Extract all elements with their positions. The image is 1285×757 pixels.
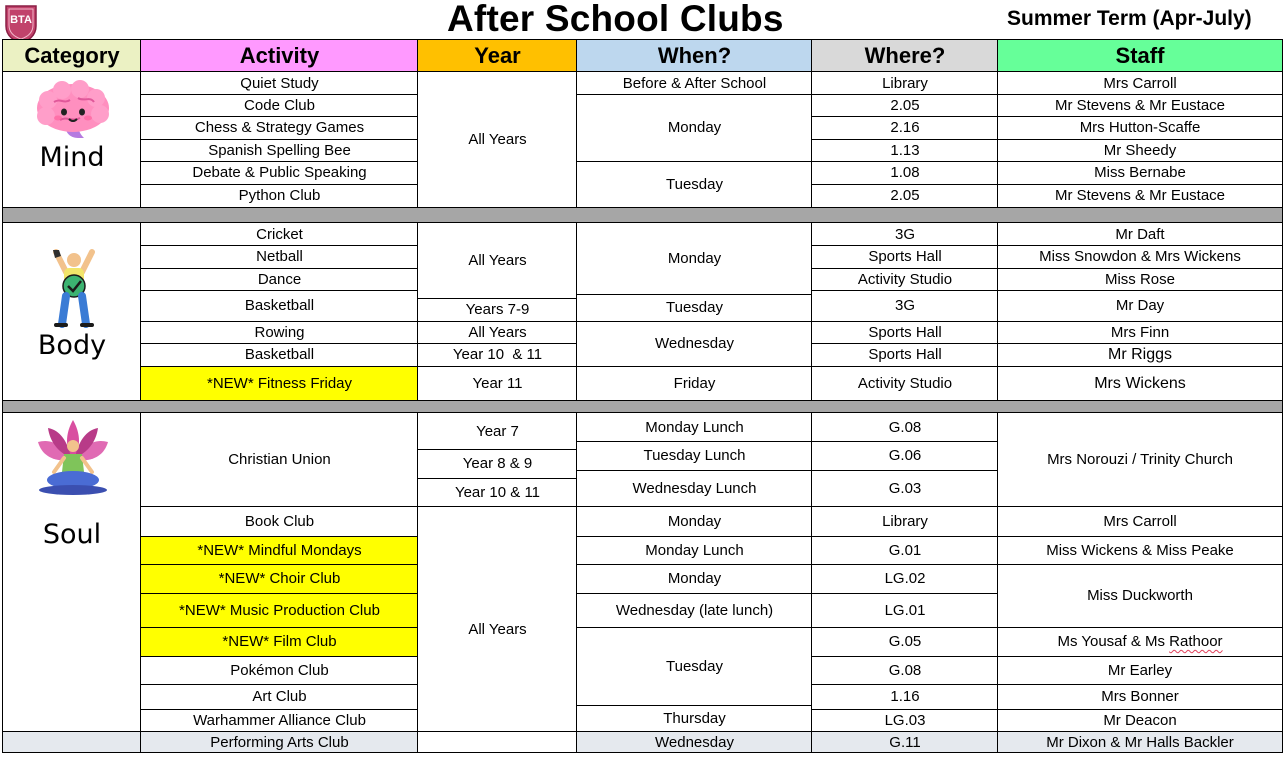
- when-cell: Wednesday: [655, 335, 734, 352]
- column-header-category: Category: [24, 42, 120, 68]
- staff-cell: Mrs Finn: [1110, 323, 1170, 341]
- category-body-label: Body: [37, 330, 107, 361]
- staff-name: Ms Yousaf & Ms: [1057, 633, 1170, 650]
- category-soul-label: Soul: [42, 519, 102, 550]
- where-cell: Library: [882, 74, 928, 92]
- activity-cell: Cricket: [256, 225, 303, 243]
- activity-cell: Spanish Spelling Bee: [208, 141, 351, 159]
- activity-cell-new: *NEW* Film Club: [222, 633, 337, 650]
- when-cell: Friday: [673, 375, 716, 392]
- staff-cell: Mr Riggs: [1107, 345, 1172, 363]
- when-cell: Tuesday: [666, 299, 723, 316]
- section-separator: [3, 400, 1282, 412]
- column-header-activity: Activity: [239, 42, 320, 68]
- staff-cell: Miss Bernabe: [1094, 164, 1186, 181]
- activity-cell-new: *NEW* Mindful Mondays: [197, 541, 362, 559]
- when-cell: Before & After School: [622, 74, 767, 92]
- staff-cell: Mr Dixon & Mr Halls Backler: [1046, 733, 1234, 751]
- year-cell: All Years: [468, 323, 527, 341]
- grid-line: [811, 39, 812, 72]
- staff-cell: Mrs Carroll: [1103, 513, 1177, 530]
- year-cell: All Years: [468, 252, 527, 269]
- brain-icon: [34, 80, 112, 142]
- where-cell: Activity Studio: [857, 270, 953, 288]
- activity-cell: Debate & Public Speaking: [192, 164, 367, 181]
- when-cell: Monday Lunch: [645, 418, 744, 436]
- when-cell: Monday: [667, 513, 722, 530]
- activity-cell: Book Club: [244, 513, 315, 530]
- where-cell: 1.13: [890, 141, 920, 159]
- grid-line: [140, 39, 141, 72]
- staff-cell: Mr Stevens & Mr Eustace: [1054, 96, 1226, 114]
- year-cell: Year 10 & 11: [452, 346, 543, 363]
- year-cell: Years 7-9: [465, 301, 530, 318]
- column-header-staff: Staff: [1115, 42, 1165, 68]
- staff-cell: Mrs Bonner: [1101, 688, 1179, 705]
- staff-cell: Miss Rose: [1104, 270, 1175, 288]
- where-cell: LG.03: [884, 711, 926, 729]
- when-cell: Monday Lunch: [645, 541, 744, 559]
- staff-cell: Miss Snowdon & Mrs Wickens: [1039, 248, 1241, 265]
- when-cell: Wednesday: [655, 733, 734, 751]
- activity-cell: Rowing: [254, 323, 305, 341]
- activity-cell: Dance: [257, 270, 302, 288]
- when-cell: Tuesday Lunch: [643, 447, 746, 464]
- activity-cell: Quiet Study: [240, 74, 319, 92]
- grid-line: [997, 39, 998, 72]
- where-cell: 3G: [894, 225, 915, 243]
- grid-line: [2, 207, 1283, 208]
- where-cell: LG.01: [884, 601, 926, 619]
- where-cell: G.03: [888, 479, 922, 497]
- activity-cell: Art Club: [252, 688, 307, 705]
- activity-cell-new: *NEW* Choir Club: [218, 570, 341, 587]
- meditation-lotus-icon: [34, 420, 112, 496]
- when-cell: Thursday: [663, 709, 726, 727]
- where-cell: G.11: [889, 733, 921, 751]
- staff-cell: Mr Stevens & Mr Eustace: [1054, 187, 1226, 204]
- staff-cell: Mr Daft: [1115, 225, 1165, 243]
- when-cell: Monday: [667, 570, 722, 587]
- activity-cell-new: *NEW* Music Production Club: [179, 601, 380, 619]
- fitness-person-icon: [46, 248, 102, 328]
- column-header-year: Year: [474, 42, 521, 68]
- activity-cell: Basketball: [244, 297, 315, 314]
- where-cell: G.01: [888, 541, 922, 559]
- staff-cell: Mrs Norouzi / Trinity Church: [1047, 451, 1233, 468]
- where-cell: LG.02: [884, 570, 926, 587]
- activity-cell: Christian Union: [228, 451, 331, 468]
- page-title: After School Clubs: [447, 0, 784, 39]
- when-cell: Tuesday: [666, 175, 723, 193]
- staff-cell: Mr Sheedy: [1103, 141, 1177, 159]
- where-cell: 3G: [894, 297, 915, 314]
- staff-name-misspelled: Rathoor: [1169, 633, 1223, 650]
- section-separator: [3, 207, 1282, 222]
- staff-cell: Mrs Hutton-Scaffe: [1079, 119, 1201, 136]
- when-cell: Wednesday Lunch: [632, 479, 757, 497]
- activity-cell: Python Club: [238, 187, 321, 204]
- grid-line: [2, 39, 1283, 40]
- grid-line: [2, 752, 1283, 753]
- year-cell: All Years: [468, 621, 527, 638]
- where-cell: 1.08: [890, 164, 920, 181]
- year-cell: Year 8 & 9: [462, 455, 533, 472]
- where-cell: Activity Studio: [857, 375, 953, 392]
- staff-cell: Mr Deacon: [1103, 711, 1177, 729]
- term-label: Summer Term (Apr-July): [1007, 7, 1252, 30]
- year-cell: Year 11: [472, 375, 523, 392]
- grid-line: [1282, 39, 1283, 753]
- where-cell: Sports Hall: [868, 346, 942, 363]
- column-header-where: Where?: [864, 42, 946, 68]
- where-cell: G.08: [888, 661, 922, 679]
- where-cell: 2.05: [890, 96, 920, 114]
- grid-line: [417, 39, 418, 72]
- staff-cell: Mrs Carroll: [1103, 74, 1177, 92]
- when-cell: Monday: [667, 119, 722, 136]
- year-cell: Year 7: [476, 422, 519, 440]
- where-cell: Sports Hall: [868, 248, 942, 265]
- staff-cell: [998, 627, 1282, 656]
- when-cell: Monday: [667, 250, 722, 267]
- year-cell: Year 10 & 11: [454, 483, 541, 501]
- where-cell: Sports Hall: [868, 323, 942, 341]
- where-cell: 2.05: [890, 187, 920, 204]
- activity-cell-new: *NEW* Fitness Friday: [206, 375, 353, 392]
- activity-cell: Performing Arts Club: [210, 733, 349, 751]
- activity-cell: Basketball: [244, 346, 315, 363]
- where-cell: Library: [882, 513, 928, 530]
- activity-cell: Chess & Strategy Games: [194, 119, 365, 136]
- logo-text: BTA: [10, 14, 32, 26]
- category-mind-label: Mind: [39, 142, 105, 173]
- when-cell: Wednesday (late lunch): [615, 601, 774, 619]
- staff-cell: Miss Wickens & Miss Peake: [1046, 541, 1234, 559]
- activity-cell: Netball: [256, 248, 303, 265]
- when-cell: Tuesday: [666, 657, 723, 675]
- activity-cell: Pokémon Club: [230, 661, 329, 679]
- where-cell: 2.16: [890, 119, 920, 136]
- where-cell: G.08: [888, 418, 922, 436]
- staff-cell: Miss Duckworth: [1087, 587, 1193, 604]
- year-cell: All Years: [468, 131, 527, 148]
- activity-cell: Warhammer Alliance Club: [193, 711, 366, 729]
- where-cell: G.06: [888, 447, 922, 464]
- staff-cell: Mr Earley: [1107, 661, 1173, 679]
- where-cell: 1.16: [890, 688, 920, 705]
- grid-line: [576, 39, 577, 72]
- staff-cell: Mr Day: [1115, 297, 1165, 314]
- school-logo: [4, 4, 38, 44]
- activity-cell: Code Club: [244, 96, 315, 114]
- column-header-when: When?: [657, 42, 732, 68]
- where-cell: G.05: [888, 633, 922, 650]
- staff-cell: Mrs Wickens: [1094, 374, 1186, 392]
- grid-line: [2, 400, 1283, 401]
